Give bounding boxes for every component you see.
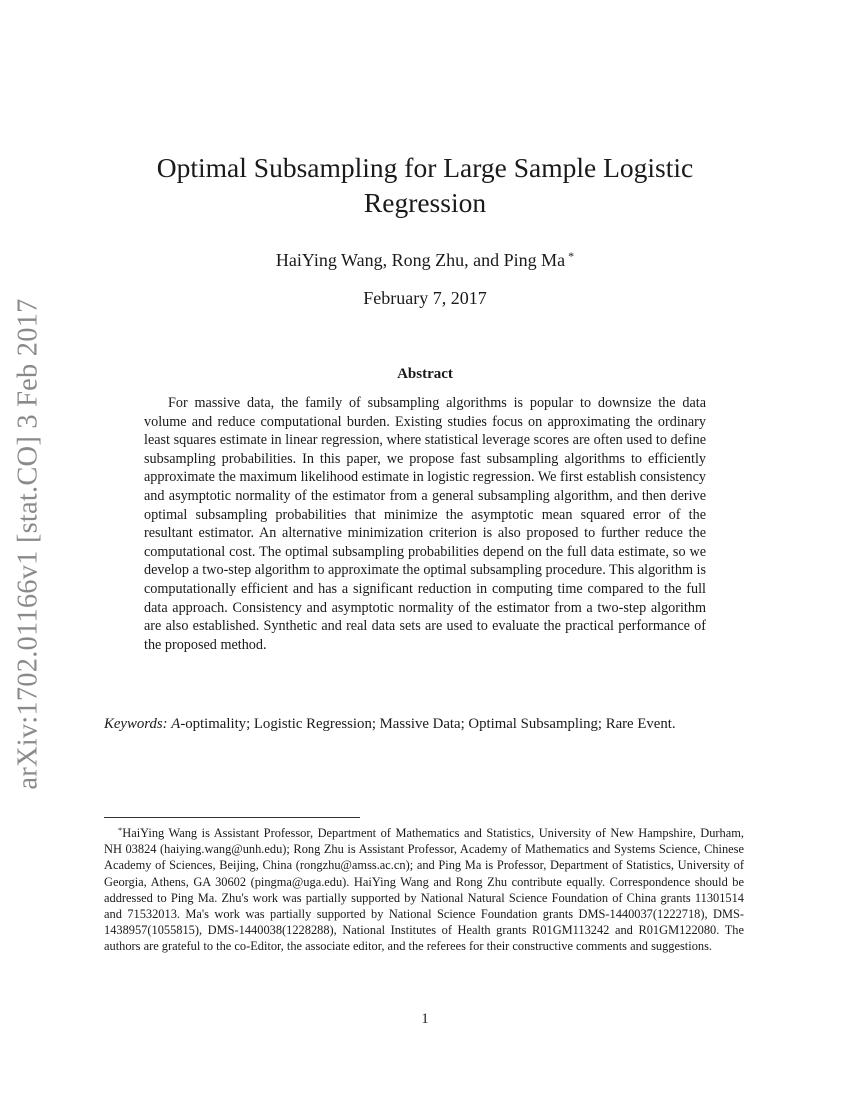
publication-date: February 7, 2017	[363, 288, 487, 308]
footnote-marker: *	[118, 825, 123, 835]
keywords-section	[104, 714, 744, 734]
footnote-divider	[104, 817, 360, 818]
author-names: HaiYing Wang, Rong Zhu, and Ping Ma	[275, 250, 566, 270]
arxiv-identifier-text: arXiv:1702.01166v1 [stat.CO] 3 Feb 2017	[13, 298, 45, 790]
keywords-label: Keywords:	[104, 716, 168, 732]
keywords-text: -optimality; Logistic Regression; Massive Data; Optimal Subsampling; Rare Event.	[180, 716, 676, 732]
author-footnote	[104, 822, 744, 955]
page-number: 1	[421, 1011, 429, 1027]
keywords-italic-term: A	[171, 716, 181, 732]
abstract-heading: Abstract	[397, 366, 453, 382]
paper-title: Optimal Subsampling for Large Sample Logistic Regression	[156, 152, 694, 218]
arxiv-identifier-stamp	[4, 298, 54, 790]
author-footnote-marker[interactable]: *	[568, 249, 575, 263]
abstract-body: For massive data, the family of subsampling algorithms is popular to downsize the data volume and reduce computational burden. Existing studies focus on approximating the ordinary least squares estimate in linear regression, where statistical leverage scores are often used to define subsampling probabilities. In this paper, we propose fast subsampling algorithms to efficiently approximate the maximum likelihood estimate in logistic regression. We first establish consistency and asymptotic normality of the estimator from a general subsampling algorithm, and then derive optimal subsampling probabilities that minimize the asymptotic mean squared error of the resultant estimator. An alternative minimization criterion is also proposed to further reduce the computational cost. The optimal subsampling probabilities depend on the full data estimate, so we develop a two-step algorithm to approximate the optimal subsampling procedure. This algorithm is computationally efficient and has a significant reduction in computing time compared to the full data approach. Consistency and asymptotic normality of the estimator from a two-step algorithm are also established. Synthetic and real data sets are used to evaluate the practical performance of the proposed method.	[144, 395, 706, 653]
footnote-text: HaiYing Wang is Assistant Professor, Department of Mathematics and Statistics, University of New Hampshire, Durham, NH 03824 (haiying.wang@unh.edu); Rong Zhu is Assistant Professor, Academy of Mathematics and Systems Science, Chinese Academy of Sciences, Beijing, China (rongzhu@amss.ac.cn); and Ping Ma is Professor, Department of Statistics, University of Georgia, Athens, GA 30602 (pingma@uga.edu). HaiYing Wang and Rong Zhu contribute equally. Correspondence should be addressed to Ping Ma. Zhu's work was partially supported by National Natural Science Foundation of China grants 11301514 and 71532013. Ma's work was partially supported by National Science Foundation grants DMS-1440037(1222718), DMS-1438957(1055815), DMS-1440038(1228288), National Institutes of Health grants R01GM113242 and R01GM122080. The authors are grateful to the co-Editor, the associate editor, and the referees for their constructive comments and suggestions.	[104, 826, 744, 954]
author-line	[110, 245, 740, 271]
